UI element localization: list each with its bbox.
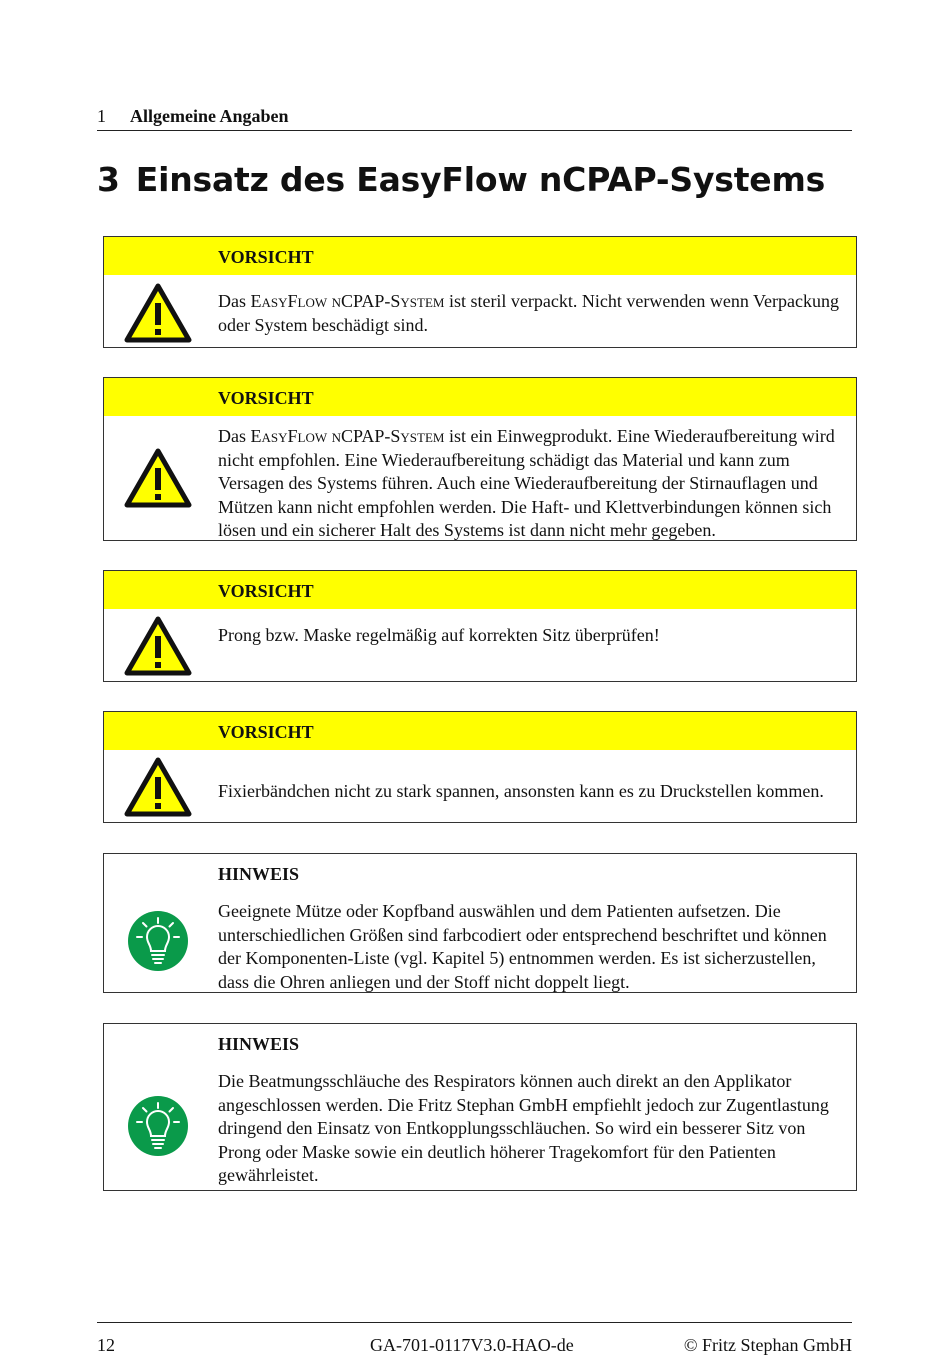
caution-box (103, 377, 857, 541)
caution-text: Fixierbändchen nicht zu stark spannen, ansonsten kann es zu Druckstellen kommen. (218, 781, 824, 801)
caution-band (104, 237, 856, 275)
lightbulb-icon (127, 910, 189, 972)
page-footer (97, 1322, 852, 1355)
note-text: Die Beatmungsschläuche des Respirators können auch direkt an den Applikator angeschlossen werden. Die Fritz Stephan GmbH empfiehlt jedoch zur Zugentlastung dringend den Einsatz von Entkopplungsschläuchen. So wird ein besserer Sitz von Prong oder Maske sowie ein deutlich höherer Tragekomfort für den Patienten gewährleistet. (218, 1071, 829, 1185)
chapter-title: Einsatz des EasyFlow nCPAP-Systems (135, 160, 826, 199)
header-section-number: 1 (97, 106, 106, 126)
note-label: HINWEIS (218, 1034, 300, 1054)
caution-band (104, 712, 856, 750)
caution-box (103, 711, 857, 823)
warning-triangle-icon (124, 448, 192, 508)
document-id: GA-701-0117V3.0-HAO-de (370, 1335, 574, 1355)
header-section-title: Allgemeine Angaben (130, 106, 289, 126)
caution-box (103, 236, 857, 348)
note-box (103, 1023, 857, 1191)
lightbulb-icon (127, 1095, 189, 1157)
note-label: HINWEIS (218, 864, 300, 884)
page-number: 12 (97, 1335, 115, 1355)
caution-label: VORSICHT (218, 388, 314, 408)
chapter-heading (97, 160, 825, 199)
caution-band (104, 378, 856, 416)
caution-text-pre: Das (218, 426, 251, 446)
caution-text-post: ist steril verpackt. Nicht verwenden wenn Verpackung oder System beschädigt sind. (218, 291, 839, 335)
warning-triangle-icon (124, 616, 192, 676)
caution-text-post: ist ein Einwegprodukt. Eine Wiederaufbereitung wird nicht empfohlen. Eine Wiederaufbereitung schädigt das Material und kann zum Versagen des Systems führen. Auch eine Wiederaufbereitung der Stirnauflagen und Mützen kann nicht empfohlen werden. Die Haft- und Klettverbindungen können sich lösen und ein sicherer Halt des Systems ist dann nicht mehr gegeben. (218, 426, 835, 540)
caution-band (104, 571, 856, 609)
caution-box (103, 570, 857, 682)
copyright: © Fritz Stephan GmbH (683, 1335, 852, 1355)
page-header (97, 104, 852, 131)
note-text: Geeignete Mütze oder Kopfband auswählen und dem Patienten aufsetzen. Die unterschiedlichen Größen sind farbcodiert oder entsprechend beschriftet und können der Komponenten-Liste (vgl. Kapitel 5) entnommen werden. Es ist sicherzustellen, dass die Ohren anliegen und der Stoff nicht doppelt liegt. (218, 901, 827, 992)
caution-label: VORSICHT (218, 247, 314, 267)
caution-label: VORSICHT (218, 581, 314, 601)
note-box (103, 853, 857, 993)
caution-text (218, 425, 844, 543)
chapter-number: 3 (97, 160, 120, 199)
product-name: EasyFlow nCPAP-System (250, 426, 445, 446)
warning-triangle-icon (124, 283, 192, 343)
caution-text-pre: Das (218, 291, 251, 311)
caution-text (218, 290, 844, 337)
caution-text: Prong bzw. Maske regelmäßig auf korrekten Sitz überprüfen! (218, 625, 660, 645)
warning-triangle-icon (124, 757, 192, 817)
caution-label: VORSICHT (218, 722, 314, 742)
product-name: EasyFlow nCPAP-System (250, 291, 445, 311)
